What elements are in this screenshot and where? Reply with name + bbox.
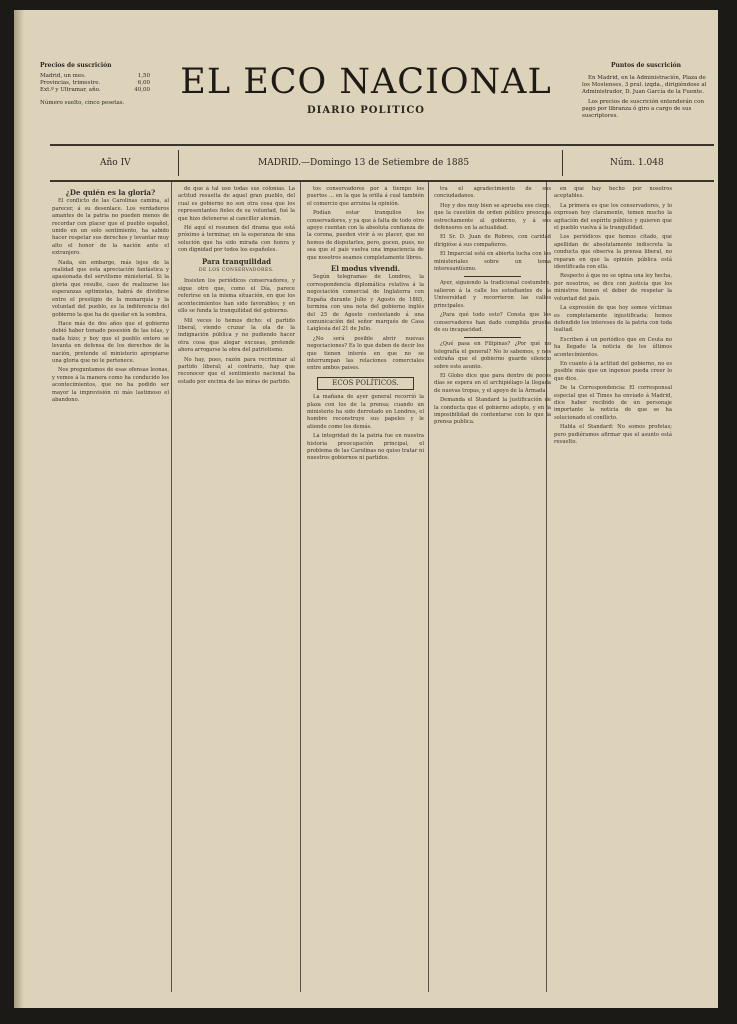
article-paragraph: ¿Para qué todo esto? Consta que los conservadores han dado cumplida prueba de su incapacidad.	[434, 312, 551, 333]
subscription-prices	[40, 62, 150, 107]
article-paragraph: Nada, sin embargo, más lejos de la realidad que esta apreciación fantástica y apasionada del servilismo ministerial. Si la gloria que resulte, caso de realizarse las esperanzas optimistas, habrá de dividirse entre el prestigio de la monarquía y la voluntad del pueblo, es la indiferencia del gobierno la que ha de quedar en la sombra.	[52, 259, 169, 318]
dateline-divider	[562, 150, 563, 176]
article-paragraph: El Sr. D. Juan de Robres, con caridad dirigióse á sus compañeros.	[434, 234, 551, 248]
column-divider	[300, 182, 301, 992]
article-paragraph: tra el agradecimiento de sus conciudadanos.	[434, 186, 551, 200]
price-row	[40, 87, 150, 94]
article-paragraph: El Imparcial está en abierta lucha con los ministeriales sobre un tema interesantísimo.	[434, 251, 551, 273]
article-paragraph: Hé aquí el resumen del drama que está próximo á terminar, en la esperanza de una solución que ha sido mirada con honra y con dignidad por todos los españoles.	[178, 225, 295, 254]
article-paragraph: ¿Qué pasa en Filipinas? ¿Por qué no telegrafía el general? No lo sabemos, y nos extraña que el gobierno guarde silencio sobre este asunto.	[434, 341, 551, 370]
article-column	[434, 186, 551, 986]
article-column	[178, 186, 295, 986]
article-paragraph: Según telegramas de Londres, la correspondencia diplomática relativa á la negociación comercial de Inglaterra con España durante Julio y Agosto de 1885, termina con una nota del gobierno inglés del 25 de Agosto contestando á una comunicación del señor marqués de Casa Laiglesia del 21 de Julio.	[307, 274, 424, 333]
article-paragraph: Los periódicos que hemos citado, que apellidan de absolutamente indiscreta la conducta que observa la prensa liberal, no reparan en que la opinión pública está identificada con ella.	[554, 234, 672, 271]
column-divider	[428, 182, 429, 992]
article-paragraph: Hace más de dos años que el gobierno debió haber tomado posesión de las islas, y nada hizo; y hoy que el pueblo entero se levanta en defensa de los derechos de la nación, pretende el ministerio apropiarse una gloria que no le pertenece.	[52, 320, 169, 364]
article-paragraph: La integridad de la patria fue en nuestra historia preocupación principal, el problema de las Carolinas no quiso tratar ni nuestros gobiernos ni partidos.	[307, 433, 424, 462]
price-label: Ext.º y Ultramar, año.	[40, 87, 101, 93]
article-paragraph: Ayer, siguiendo la tradicional costumbre, salieron á la calle los estudiantes de la Universidad y recorrieron las calles principales.	[434, 280, 551, 309]
article-heading: El modus vivendi.	[330, 264, 401, 274]
article-paragraph: El conflicto de las Carolinas camina, al parecer, á su desenlace. Los verdaderos amantes de la patria no pueden menos de recordar con placer que el pueblo español, unido en un solo sentimiento, ha sabido hacer respetar sus derechos y levantar muy alto el honor de la nación ante el extranjero.	[52, 198, 169, 257]
subscription-points	[582, 62, 710, 123]
issue-year: Año IV	[100, 158, 131, 168]
section-rule	[464, 276, 521, 277]
article-paragraph: Respecto á que no se opina una ley hecha, por nosotros, se dice con justicia que los ministros tienen el deber de respetar la voluntad del país.	[554, 273, 672, 302]
price-value: 1,50	[137, 73, 150, 79]
article-paragraph: No hay, pues, razón para recriminar al partido liberal; al contrario, hay que reconocer que el sentimiento nacional ha estado por encima de las miras de partido.	[178, 356, 295, 385]
section-box-heading: ECOS POLÍTICOS.	[317, 377, 414, 390]
article-column	[307, 186, 424, 986]
article-paragraph: tos conservadores por á tiempo los puertos ... en la que la orilla á cual también el comercio que arruina la opinión.	[307, 186, 424, 207]
dateline-divider	[178, 150, 179, 176]
article-paragraph: Insisten los periódicos conservadores, y sigue otro que, como el Día, parece referirse en la misma situación, en que los acontecimientos han sido favorables; y en ello se funda la tranquilidad del gobierno.	[178, 278, 295, 315]
article-paragraph: en que hay hecho por nosotros aceptables.	[554, 186, 672, 200]
section-rule	[464, 337, 521, 338]
points-line: En Madrid, en la Administración, Plaza de los Mostenses, 3 pral. izqda., dirigiéndose al Administrador, D. Juan García de la Fuente.	[582, 75, 707, 95]
article-paragraph: La expresión de que hoy somos víctimas es completamente injustificada; hemos defendido los intereses de la patria con toda lealtad.	[554, 305, 672, 334]
prices-rows	[40, 73, 150, 94]
prices-note: Número suelto, cinco pesetas.	[40, 100, 125, 106]
newspaper-title: EL ECO NACIONAL	[180, 62, 552, 102]
article-paragraph: En cuanto á la actitud del gobierno, no es posible más que un ingenuo pueda creer lo que dice.	[554, 360, 672, 382]
price-label: Provincias, trimestre.	[40, 80, 101, 86]
article-paragraph: Demanda el Standard la justificación de la conducta que el gobierno adopte, y en la imposibilidad de contentarse con lo que la prensa publica.	[434, 397, 551, 426]
article-heading: Para tranquilidad	[201, 256, 272, 266]
price-value: 40,00	[134, 87, 150, 93]
page-edge	[14, 10, 24, 1008]
article-paragraph: Habla el Standard: No somos profetas; pero pudiéramos afirmar que el asunto está resuelto.	[554, 424, 672, 445]
newspaper-page	[14, 10, 718, 1008]
article-paragraph: De la Correspondencia: El corresponsal especial que el Times ha enviado á Madrid, dice haber recibido de un personaje importante la noticia de que se ha solucionado el conflicto.	[554, 385, 672, 421]
prices-title: Precios de suscrición	[40, 62, 112, 69]
article-paragraph: El Globo dice que para dentro de pocos días se espera en el archipiélago la llegada de nuevas tropas, y el apoyo de la Armada.	[434, 372, 551, 394]
article-paragraph: de que á tal uso todas sus colonias. La actitud resuelta de aquel gran pueblo, del cual es gobierno no son otra cosa que los representantes fieles de su voluntad, fué la que hizo detenerse al canciller alemán.	[178, 186, 295, 222]
article-paragraph: ¿No será posible abrir nuevas negociaciones? Es lo que deben de decir los que tienen interés en que no se interrumpan las relaciones comerciales entre ambos países.	[307, 335, 424, 372]
points-line: Los precios de suscrición entenderán con pago por libranza ó giro a cargo de sus suscriptores.	[582, 99, 704, 119]
price-label: Madrid, un mes.	[40, 73, 86, 79]
issue-number: Núm. 1.048	[610, 158, 664, 168]
price-value: 6,00	[137, 80, 150, 86]
article-paragraph: Hoy y dos muy bien se aprueba ese ciego, que la cuestión de orden público preocupa estrechamente al gobierno, y á sus defensores en la actualidad.	[434, 202, 551, 232]
column-divider	[171, 182, 172, 992]
article-column	[52, 186, 169, 986]
article-paragraph: La primera es que los conservadores, y lo expresan hoy claramente, temen mucho la agitación del espíritu público y quieren que el pueblo vuelva á la tranquilidad.	[554, 202, 672, 232]
issue-place-date: MADRID.—Domingo 13 de Setiembre de 1885	[258, 158, 470, 168]
newspaper-subtitle: DIARIO POLITICO	[306, 105, 426, 116]
price-row	[40, 73, 150, 80]
article-paragraph: Nos preguntamos de esas ofensas leonas, y vemos á la manera como ha conducido los acontecimientos, que no ha podido ser mayor la imprevisión ni más lastimoso el abandono.	[52, 367, 169, 403]
price-row	[40, 80, 150, 87]
masthead	[156, 62, 576, 116]
article-paragraph: Escriben á un periódico que en Ceuta no ha llegado la noticia de los últimos acontecimientos.	[554, 336, 672, 358]
article-heading: ¿De quién es la gloria?	[65, 188, 156, 197]
article-paragraph: Podían estar tranquilos los conservadores, y ya que á falta de todo otro apoyo cuentan con la absoluta confianza de la corona, pueden vivir á su placer, que no hemos de disputarles, pero, gocen, pues, no sea que el país vuelva una impaciencia de que nosotros seamos completamente libres.	[307, 210, 424, 261]
article-paragraph: La mañana de ayer general recorrió la plaza con los de la prensa; cuando un ministerio ha sido derrotado en Londres, el hombre reconstruye sus papeles y le atiende como los demás.	[307, 394, 424, 430]
article-subheading: DE LOS CONSERVADORES.	[198, 268, 275, 274]
points-title: Puntos de suscrición	[610, 62, 682, 69]
dateline-bar	[50, 144, 714, 182]
article-column	[554, 186, 672, 986]
article-paragraph: Mil veces lo hemos dicho: el partido liberal, viendo cruzar la ola de la indignación pública y no pudiendo hacer otra cosa que alegar excusas, pretende ahora arrogarse la obra del patriotismo.	[178, 317, 295, 354]
